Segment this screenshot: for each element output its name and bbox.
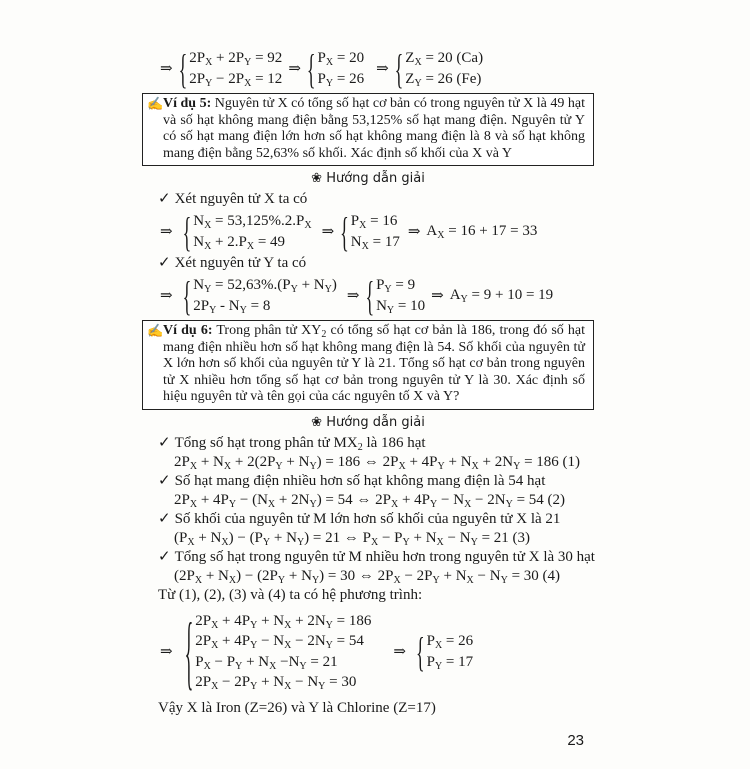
step-text: Xét nguyên tử X ta có <box>174 191 308 207</box>
implies-arrow: ⇒ <box>431 288 444 304</box>
flower-icon: ❀ <box>311 414 323 430</box>
step-equation: $(P_X + N_X) - (P_Y + N_Y) = 21$ ⇔ $P_X - P_Y + N_X - N_Y = 21$ (3) <box>174 529 531 548</box>
step-equation: $2P_X + N_X + 2(2P_Y + N_Y) = 186$ ⇔ $2P_X + 4P_Y + N_X + 2N_Y = 186$ (1) <box>174 453 581 472</box>
brace: { <box>182 272 192 319</box>
equation-system-top <box>160 45 594 92</box>
equation-row: $N_X = 17$ <box>350 233 400 252</box>
implies-arrow: ⇒ <box>407 224 421 240</box>
brace: { <box>340 208 349 255</box>
equation-row: $2P_X + 4P_Y + N_X + 2N_Y = 186$ <box>195 612 372 631</box>
result-text: $A_Y = 9 + 10 = 19$ <box>449 287 554 305</box>
step-text: Tổng số hạt trong phân tử $MX_2$ là 186 hạt <box>174 434 426 453</box>
example-text: Trong phân tử $XY_2$ có tổng số hạt cơ bản là 186, trong đó số hạt mang điện nhiều hơn số hạt không mang điện là 54. Số khối của nguyên tử X lớn hơn số khối của nguyên tử Y là 21. Tổng số hạt cơ bản trong nguyên tử X nhiều hơn tổng số hạt cơ bản trong nguyên tử Y là 30. Xác định số hiệu nguyên tử và tên gọi của các nguyên tố X và Y? <box>163 323 586 404</box>
example-6-box <box>142 320 594 410</box>
step-text: Tổng số hạt trong nguyên tử M nhiều hơn trong nguyên tử X là 30 hạt <box>174 548 595 565</box>
equation-system-x <box>160 208 594 255</box>
equation-row: $N_X + 2.P_X = 49$ <box>193 233 286 252</box>
brace: { <box>306 45 316 92</box>
flower-icon: ❀ <box>311 171 323 186</box>
implies-arrow: ⇒ <box>160 644 173 660</box>
equation-row: $N_X = 53,125\%.2.P_X$ <box>193 213 312 231</box>
implies-arrow: ⇒ <box>393 644 406 660</box>
implies-arrow: ⇒ <box>160 61 173 77</box>
brace: { <box>365 272 375 319</box>
system-intro: Từ (1), (2), (3) và (4) ta có hệ phương trình: <box>158 586 423 603</box>
equation-row: $P_X = 16$ <box>350 213 398 231</box>
equation-row: $Z_Y = 26$ (Fe) <box>405 70 482 89</box>
equation-row: $N_Y = 10$ <box>376 297 426 316</box>
step-equation: $(2P_X + N_X) - (2P_Y + N_Y) = 30$ ⇔ $2P_X - 2P_Y + N_X - N_Y = 30$ (4) <box>174 567 561 586</box>
brace: { <box>394 45 404 92</box>
result-text: $A_X = 16 + 17 = 33$ <box>426 223 538 241</box>
equation-row: $2P_X + 4P_Y - N_X - 2N_Y = 54$ <box>195 633 364 651</box>
implies-arrow: ⇒ <box>160 224 173 240</box>
check-icon: ✓ <box>158 472 171 489</box>
equation-row: $N_Y = 52,63\%.(P_Y + N_Y)$ <box>193 277 337 295</box>
check-icon: ✓ <box>158 434 171 451</box>
book-page <box>142 0 594 769</box>
equation-row: $P_Y = 26$ <box>317 70 365 89</box>
step-text: Số hạt mang điện nhiều hơn số hạt không mang điện là 54 hạt <box>174 472 546 489</box>
example-label: Ví dụ 6: <box>163 323 213 338</box>
brace: { <box>178 45 188 92</box>
check-icon: ✓ <box>158 510 171 527</box>
step-line <box>158 190 594 209</box>
step-line <box>158 472 594 491</box>
guide-heading <box>142 170 594 188</box>
step-line <box>158 434 594 453</box>
equation-row: $2P_X - 2P_Y + N_X - N_Y = 30$ <box>195 674 357 692</box>
implies-arrow: ⇒ <box>321 224 335 240</box>
step-line <box>158 510 594 529</box>
equation-row: $P_X - P_Y + N_X -N_Y = 21$ <box>195 653 338 672</box>
conclusion: Vậy X là Iron (Z=26) và Y là Chlorine (Z=17) <box>158 699 436 716</box>
check-icon: ✓ <box>158 548 171 565</box>
implies-arrow: ⇒ <box>346 288 360 304</box>
guide-heading-text: Hướng dẫn giải <box>326 171 425 186</box>
brace: { <box>182 208 192 255</box>
guide-heading-text: Hướng dẫn giải <box>326 414 425 430</box>
guide-heading <box>142 414 594 432</box>
equation-row: $Z_X = 20$ (Ca) <box>405 50 484 68</box>
example-5-box <box>142 93 594 166</box>
example-text: Nguyên tử X có tổng số hạt cơ bản có trong nguyên tử X là 49 hạt và số hạt không mang điện bằng 53,125% số hạt mang điện. Nguyên tử Y có số hạt mang điện lớn hơn số hạt không mang điện là 8 và số hạt không mang điện bằng 52,63% số khối. Xác định số khối của X và Y <box>163 96 585 161</box>
example-label: Ví dụ 5: <box>163 96 212 111</box>
step-text: Số khối của nguyên tử M lớn hơn số khối của nguyên tử X là 21 <box>174 510 561 527</box>
step-text: Xét nguyên tử Y ta có <box>174 255 307 271</box>
equation-row: $P_Y = 17$ <box>426 653 474 672</box>
step-equation: $2P_X + 4P_Y - (N_X + 2N_Y) = 54$ ⇔ $2P_X + 4P_Y - N_X - 2N_Y = 54$ (2) <box>174 491 566 510</box>
pen-icon: ✍ <box>147 323 164 338</box>
check-icon: ✓ <box>158 191 171 207</box>
check-icon: ✓ <box>158 255 171 271</box>
step-line <box>158 254 594 273</box>
equation-system-final <box>160 605 594 698</box>
equation-system-y <box>160 272 594 319</box>
equation-row: $2P_X + 2P_Y = 92$ <box>189 50 283 68</box>
equation-row: $P_X = 20$ <box>317 50 365 68</box>
page-number: 23 <box>567 731 584 749</box>
step-line <box>158 548 594 567</box>
brace: { <box>415 628 425 675</box>
equation-row: $2P_Y - N_Y = 8$ <box>193 297 271 316</box>
implies-arrow: ⇒ <box>160 288 173 304</box>
equation-row: $P_Y = 9$ <box>376 277 416 295</box>
implies-arrow: ⇒ <box>376 61 389 77</box>
equation-row: $2P_Y - 2P_X = 12$ <box>189 70 283 89</box>
brace: { <box>184 605 194 698</box>
implies-arrow: ⇒ <box>288 61 301 77</box>
pen-icon: ✍ <box>147 96 164 111</box>
equation-row: $P_X = 26$ <box>426 633 474 651</box>
